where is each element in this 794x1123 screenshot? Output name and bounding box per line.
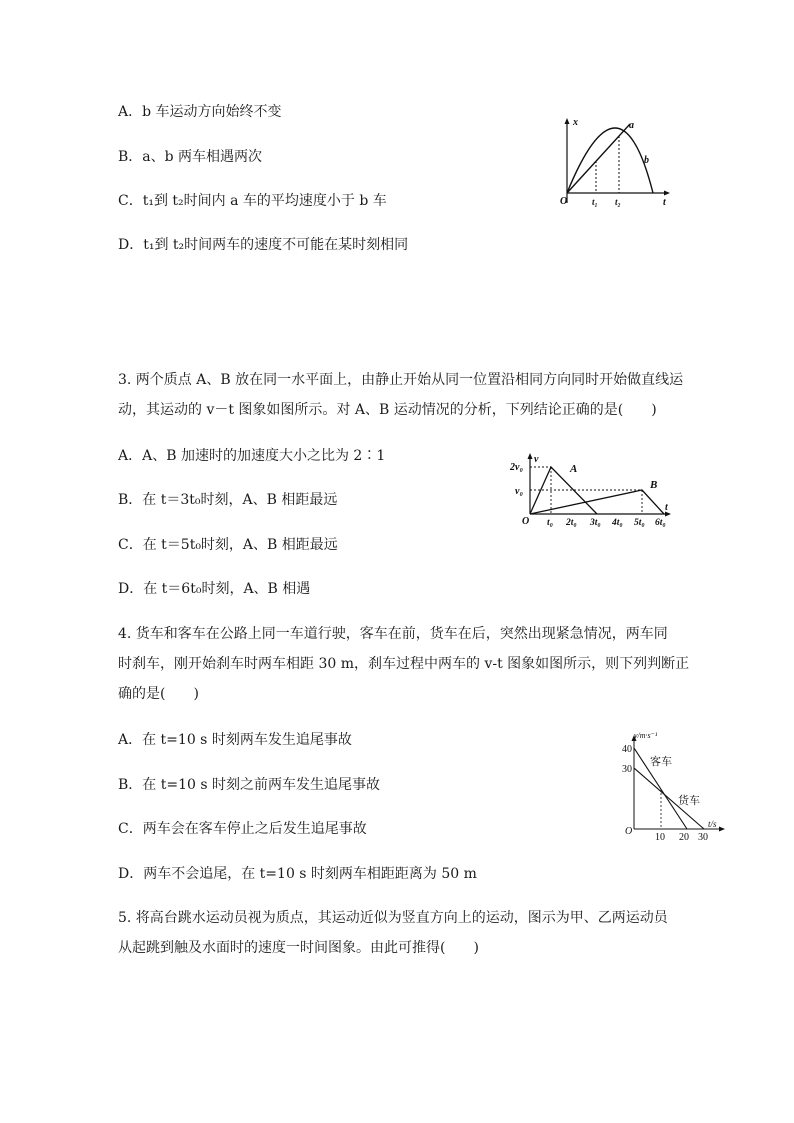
q2-t1-label: t₁ bbox=[592, 197, 598, 207]
q4-option-d: D．两车不会追尾，在 t=10 s 时刻两车相距距离为 50 m bbox=[118, 866, 477, 882]
q4-vt-graph bbox=[620, 728, 730, 843]
q4-tick-30: 30 bbox=[622, 764, 632, 775]
q4-truck-label: 货车 bbox=[678, 795, 700, 807]
q3-v-axis-arrow bbox=[528, 453, 533, 459]
q2-curve-b bbox=[567, 128, 653, 193]
q4-t-label: t/s bbox=[708, 819, 717, 829]
q3-tick-t0: t₀ bbox=[547, 518, 553, 528]
q4-tick-30: 30 bbox=[698, 832, 708, 843]
q5-stem-line-1: 5. 将高台跳水运动员视为质点，其运动近似为竖直方向上的运动，图示为甲、乙两运动员 bbox=[118, 910, 668, 926]
q2-t-axis-arrow bbox=[664, 191, 670, 196]
q5-stem-line-2: 从起跳到触及水面时的速度一时间图象。由此可推得( ) bbox=[118, 940, 479, 956]
q2-origin-label: O bbox=[560, 196, 568, 207]
q2-b-label: b bbox=[644, 155, 649, 166]
q2-option-c: C．t₁到 t₂时间内 a 车的平均速度小于 b 车 bbox=[118, 193, 387, 209]
q3-origin-label: O bbox=[522, 516, 530, 527]
q3-tick-5t0: 5t₀ bbox=[634, 518, 645, 528]
q3-A-label: A bbox=[570, 463, 578, 475]
q4-bus-label: 客车 bbox=[650, 756, 672, 768]
q3-option-b: B．在 t＝3t₀时刻，A、B 相距最远 bbox=[118, 492, 338, 508]
q4-option-a: A．在 t=10 s 时刻两车发生追尾事故 bbox=[118, 732, 352, 748]
q2-t2-label: t₂ bbox=[615, 197, 621, 207]
q4-option-b: B．在 t=10 s 时刻之前两车发生追尾事故 bbox=[118, 777, 380, 793]
q3-v0-label: v₀ bbox=[515, 486, 523, 497]
q3-tick-6t0: 6t₀ bbox=[655, 518, 666, 528]
q3-v-label: v bbox=[534, 454, 539, 465]
q3-B-label: B bbox=[650, 479, 658, 491]
q4-tick-10: 10 bbox=[655, 832, 665, 843]
q3-2v0-label: 2v₀ bbox=[510, 462, 523, 473]
q3-stem-line-2: 动，其运动的 v－t 图象如图所示。对 A、B 运动情况的分析，下列结论正确的是( ) bbox=[118, 402, 657, 418]
q2-t-label: t bbox=[663, 197, 666, 208]
q4-stem-line-2: 时刹车，刚开始刹车时两车相距 30 m，刹车过程中两车的 v-t 图象如图所示，则下列判断正 bbox=[118, 656, 690, 672]
q2-option-a: A．b 车运动方向始终不变 bbox=[118, 104, 282, 120]
q3-line-B bbox=[530, 490, 664, 514]
q2-x-label: x bbox=[573, 117, 578, 128]
q4-stem-line-1: 4. 货车和客车在公路上同一车道行驶，客车在前，货车在后，突然出现紧急情况，两车同 bbox=[118, 626, 668, 642]
q2-a-label: a bbox=[629, 120, 634, 131]
q2-option-b: B．a、b 两车相遇两次 bbox=[118, 149, 263, 165]
q3-tick-3t0: 3t₀ bbox=[590, 518, 601, 528]
q2-option-d: D．t₁到 t₂时间两车的速度不可能在某时刻相同 bbox=[118, 237, 409, 253]
q3-option-d: D．在 t＝6t₀时刻，A、B 相遇 bbox=[118, 581, 311, 597]
q2-line-a bbox=[567, 124, 630, 193]
q4-tick-20: 20 bbox=[679, 832, 689, 843]
q2-x-axis-arrow bbox=[565, 118, 570, 124]
q3-option-c: C．在 t＝5t₀时刻，A、B 相距最远 bbox=[118, 537, 338, 553]
q4-v-label: v/m·s⁻¹ bbox=[634, 731, 658, 740]
q3-tick-4t0: 4t₀ bbox=[612, 518, 623, 528]
q4-origin-label: O bbox=[625, 826, 633, 837]
q4-option-c: C．两车会在客车停止之后发生追尾事故 bbox=[118, 821, 367, 837]
q3-option-a: A．A、B 加速时的加速度大小之比为 2∶1 bbox=[118, 448, 386, 464]
q2-xt-graph bbox=[555, 115, 680, 210]
q4-tick-40: 40 bbox=[622, 744, 632, 755]
q4-t-axis-arrow bbox=[719, 827, 725, 832]
q3-stem-line-1: 3. 两个质点 A、B 放在同一水平面上，由静止开始从同一位置沿相同方向同时开始做直线运 bbox=[118, 372, 684, 388]
q3-t-label: t bbox=[665, 502, 668, 513]
q3-vt-graph bbox=[505, 450, 675, 530]
q4-stem-line-3: 确的是( ) bbox=[118, 686, 199, 702]
q3-tick-2t0: 2t₀ bbox=[566, 518, 577, 528]
